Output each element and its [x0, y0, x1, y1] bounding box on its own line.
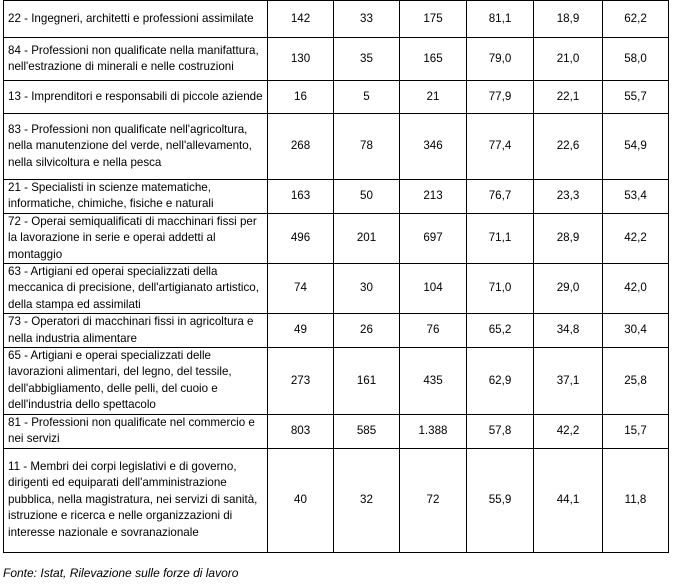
table-row — [4, 314, 669, 348]
value-cell: 435 — [400, 348, 467, 415]
occupation-label: 65 - Artigiani e operai specializzati delle lavorazioni alimentari, del legno, del tessile, dell'abbigliamento, delle pelli, del cuoio e dell'industria dello spettacolo — [4, 348, 268, 415]
table-row — [4, 348, 669, 415]
value-cell: 42,2 — [534, 414, 603, 448]
value-cell: 49 — [268, 314, 334, 348]
value-cell: 57,8 — [467, 414, 534, 448]
value-cell: 34,8 — [534, 314, 603, 348]
value-cell: 11,8 — [603, 448, 669, 552]
value-cell: 74 — [268, 264, 334, 314]
occupation-label: 11 - Membri dei corpi legislativi e di governo, dirigenti ed equiparati dell'amministrazione pubblica, nella magistratura, nei servizi di sanità, istruzione e ricerca e nelle organizzazioni di interesse nazionale e sovranazionale — [4, 448, 268, 552]
occupation-label: 21 - Specialisti in scienze matematiche, informatiche, chimiche, fisiche e naturali — [4, 180, 268, 214]
value-cell: 62,2 — [603, 1, 669, 38]
value-cell: 142 — [268, 1, 334, 38]
value-cell: 65,2 — [467, 314, 534, 348]
value-cell: 23,3 — [534, 180, 603, 214]
value-cell: 78 — [334, 114, 400, 180]
value-cell: 104 — [400, 264, 467, 314]
value-cell: 55,9 — [467, 448, 534, 552]
value-cell: 26 — [334, 314, 400, 348]
value-cell: 268 — [268, 114, 334, 180]
value-cell: 165 — [400, 38, 467, 81]
value-cell: 30,4 — [603, 314, 669, 348]
value-cell: 30 — [334, 264, 400, 314]
table-body — [4, 1, 669, 553]
value-cell: 44,1 — [534, 448, 603, 552]
value-cell: 76,7 — [467, 180, 534, 214]
table-row — [4, 264, 669, 314]
value-cell: 25,8 — [603, 348, 669, 415]
value-cell: 496 — [268, 213, 334, 263]
value-cell: 35 — [334, 38, 400, 81]
value-cell: 71,0 — [467, 264, 534, 314]
occupation-label: 13 - Imprenditori e responsabili di piccole aziende — [4, 81, 268, 114]
value-cell: 42,0 — [603, 264, 669, 314]
value-cell: 50 — [334, 180, 400, 214]
value-cell: 77,4 — [467, 114, 534, 180]
value-cell: 21 — [400, 81, 467, 114]
value-cell: 40 — [268, 448, 334, 552]
table-row — [4, 81, 669, 114]
value-cell: 803 — [268, 414, 334, 448]
value-cell: 273 — [268, 348, 334, 415]
value-cell: 201 — [334, 213, 400, 263]
value-cell: 18,9 — [534, 1, 603, 38]
table-row — [4, 213, 669, 263]
value-cell: 76 — [400, 314, 467, 348]
value-cell: 175 — [400, 1, 467, 38]
occupations-table — [3, 0, 669, 553]
table-row — [4, 414, 669, 448]
value-cell: 697 — [400, 213, 467, 263]
occupation-label: 22 - Ingegneri, architetti e professioni assimilate — [4, 1, 268, 38]
value-cell: 77,9 — [467, 81, 534, 114]
value-cell: 72 — [400, 448, 467, 552]
value-cell: 163 — [268, 180, 334, 214]
table-row — [4, 38, 669, 81]
occupation-label: 63 - Artigiani ed operai specializzati della meccanica di precisione, dell'artigianato artistico, della stampa ed assimilati — [4, 264, 268, 314]
value-cell: 130 — [268, 38, 334, 81]
value-cell: 29,0 — [534, 264, 603, 314]
value-cell: 37,1 — [534, 348, 603, 415]
occupation-label: 73 - Operatori di macchinari fissi in agricoltura e nella industria alimentare — [4, 314, 268, 348]
value-cell: 28,9 — [534, 213, 603, 263]
value-cell: 15,7 — [603, 414, 669, 448]
value-cell: 79,0 — [467, 38, 534, 81]
value-cell: 81,1 — [467, 1, 534, 38]
value-cell: 53,4 — [603, 180, 669, 214]
source-note: Fonte: Istat, Rilevazione sulle forze di lavoro — [3, 566, 239, 580]
table-row — [4, 180, 669, 214]
value-cell: 55,7 — [603, 81, 669, 114]
table-row — [4, 114, 669, 180]
value-cell: 585 — [334, 414, 400, 448]
occupation-label: 81 - Professioni non qualificate nel commercio e nei servizi — [4, 414, 268, 448]
value-cell: 22,6 — [534, 114, 603, 180]
value-cell: 213 — [400, 180, 467, 214]
occupation-label: 72 - Operai semiqualificati di macchinari fissi per la lavorazione in serie e operai addetti al montaggio — [4, 213, 268, 263]
value-cell: 32 — [334, 448, 400, 552]
value-cell: 42,2 — [603, 213, 669, 263]
value-cell: 54,9 — [603, 114, 669, 180]
value-cell: 346 — [400, 114, 467, 180]
occupation-label: 84 - Professioni non qualificate nella manifattura, nell'estrazione di minerali e nelle costruzioni — [4, 38, 268, 81]
value-cell: 161 — [334, 348, 400, 415]
value-cell: 62,9 — [467, 348, 534, 415]
value-cell: 58,0 — [603, 38, 669, 81]
value-cell: 21,0 — [534, 38, 603, 81]
occupation-label: 83 - Professioni non qualificate nell'agricoltura, nella manutenzione del verde, nell'allevamento, nella silvicoltura e nella pesca — [4, 114, 268, 180]
value-cell: 71,1 — [467, 213, 534, 263]
value-cell: 16 — [268, 81, 334, 114]
value-cell: 5 — [334, 81, 400, 114]
value-cell: 33 — [334, 1, 400, 38]
value-cell: 22,1 — [534, 81, 603, 114]
table-row — [4, 1, 669, 38]
value-cell: 1.388 — [400, 414, 467, 448]
table-row — [4, 448, 669, 552]
